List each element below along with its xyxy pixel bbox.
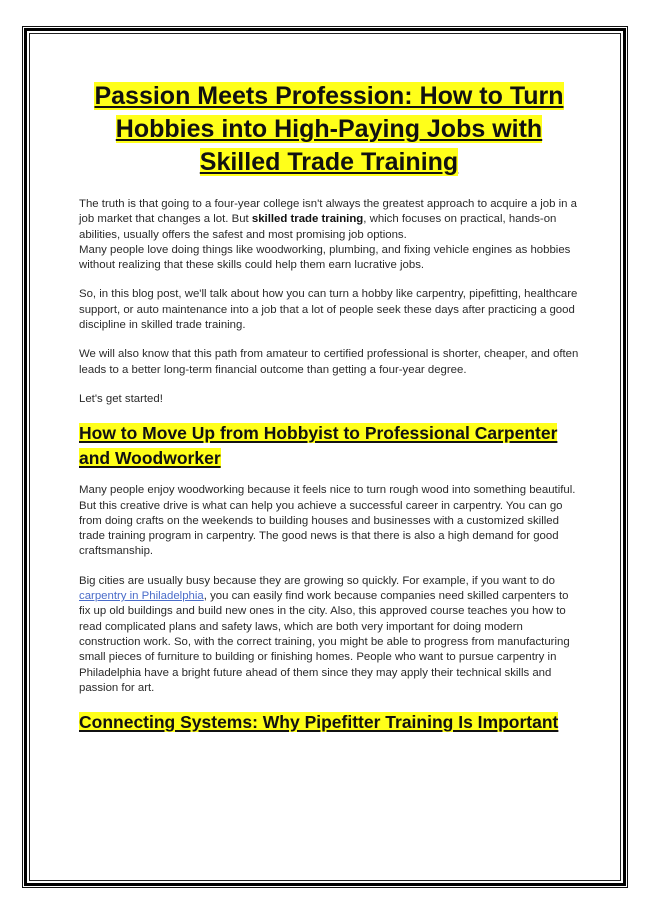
- section-heading-carpentry: How to Move Up from Hobbyist to Professional Carpenter and Woodworker: [79, 423, 558, 469]
- document-body: [79, 80, 579, 747]
- carpentry-paragraph-1: Many people enjoy woodworking because it feels nice to turn rough wood into something beautiful. But this creative drive is what can help you achieve a successful career in carpentry. You can go from doing crafts on the weekends to building houses and businesses with a customized skilled trade training program in carpentry. The good news is that there is also a high demand for good craftsmanship.: [79, 484, 576, 558]
- bold-skilled-trade-training: skilled trade training: [251, 213, 364, 226]
- title-highlight: Passion Meets Profession: How to Turn Hobbies into High-Paying Jobs with Skilled Trade Training: [94, 82, 564, 176]
- page-title: [79, 80, 579, 179]
- carpentry-paragraph-2: Big cities are usually busy because they are growing so quickly. For example, if you want to do carpentry in Philadelphia, you can easily find work because companies need skilled carpenters to fix up old buildings and build new ones in the city. Also, this approved course teaches you how to read complicated plans and safety laws, which are both very important for doing modern construction work. So, with the correct training, you might be able to progress from manufacturing small pieces of furniture to building or finishing homes. People who want to pursue carpentry in Philadelphia have a bright future ahead of them since they may apply their technical skills and passion for art.: [79, 574, 570, 694]
- intro-paragraph-5: Let's get started!: [79, 392, 163, 405]
- section-heading-pipefitter: Connecting Systems: Why Pipefitter Training Is Important: [79, 712, 559, 733]
- intro-paragraph-3: So, in this blog post, we'll talk about how you can turn a hobby like carpentry, pipefitting, healthcare support, or auto maintenance into a job that a lot of people seek these days after practicing a good discipline in skilled trade training.: [79, 288, 578, 332]
- intro-paragraph-4: We will also know that this path from amateur to certified professional is shorter, cheaper, and often leads to a better long-term financial outcome than getting a four-year degree.: [79, 348, 579, 376]
- intro-paragraph-2: Many people love doing things like woodworking, plumbing, and fixing vehicle engines as hobbies without realizing that these skills could help them earn lucrative jobs.: [79, 243, 571, 272]
- intro-paragraph-1: The truth is that going to a four-year college isn't always the greatest approach to acquire a job in a job market that changes a lot. But skilled trade training, which focuses on practical, hands-on abilities, usually offers the safest and most promising job options.: [79, 198, 577, 241]
- carpentry-philadelphia-link[interactable]: carpentry in Philadelphia: [79, 590, 204, 603]
